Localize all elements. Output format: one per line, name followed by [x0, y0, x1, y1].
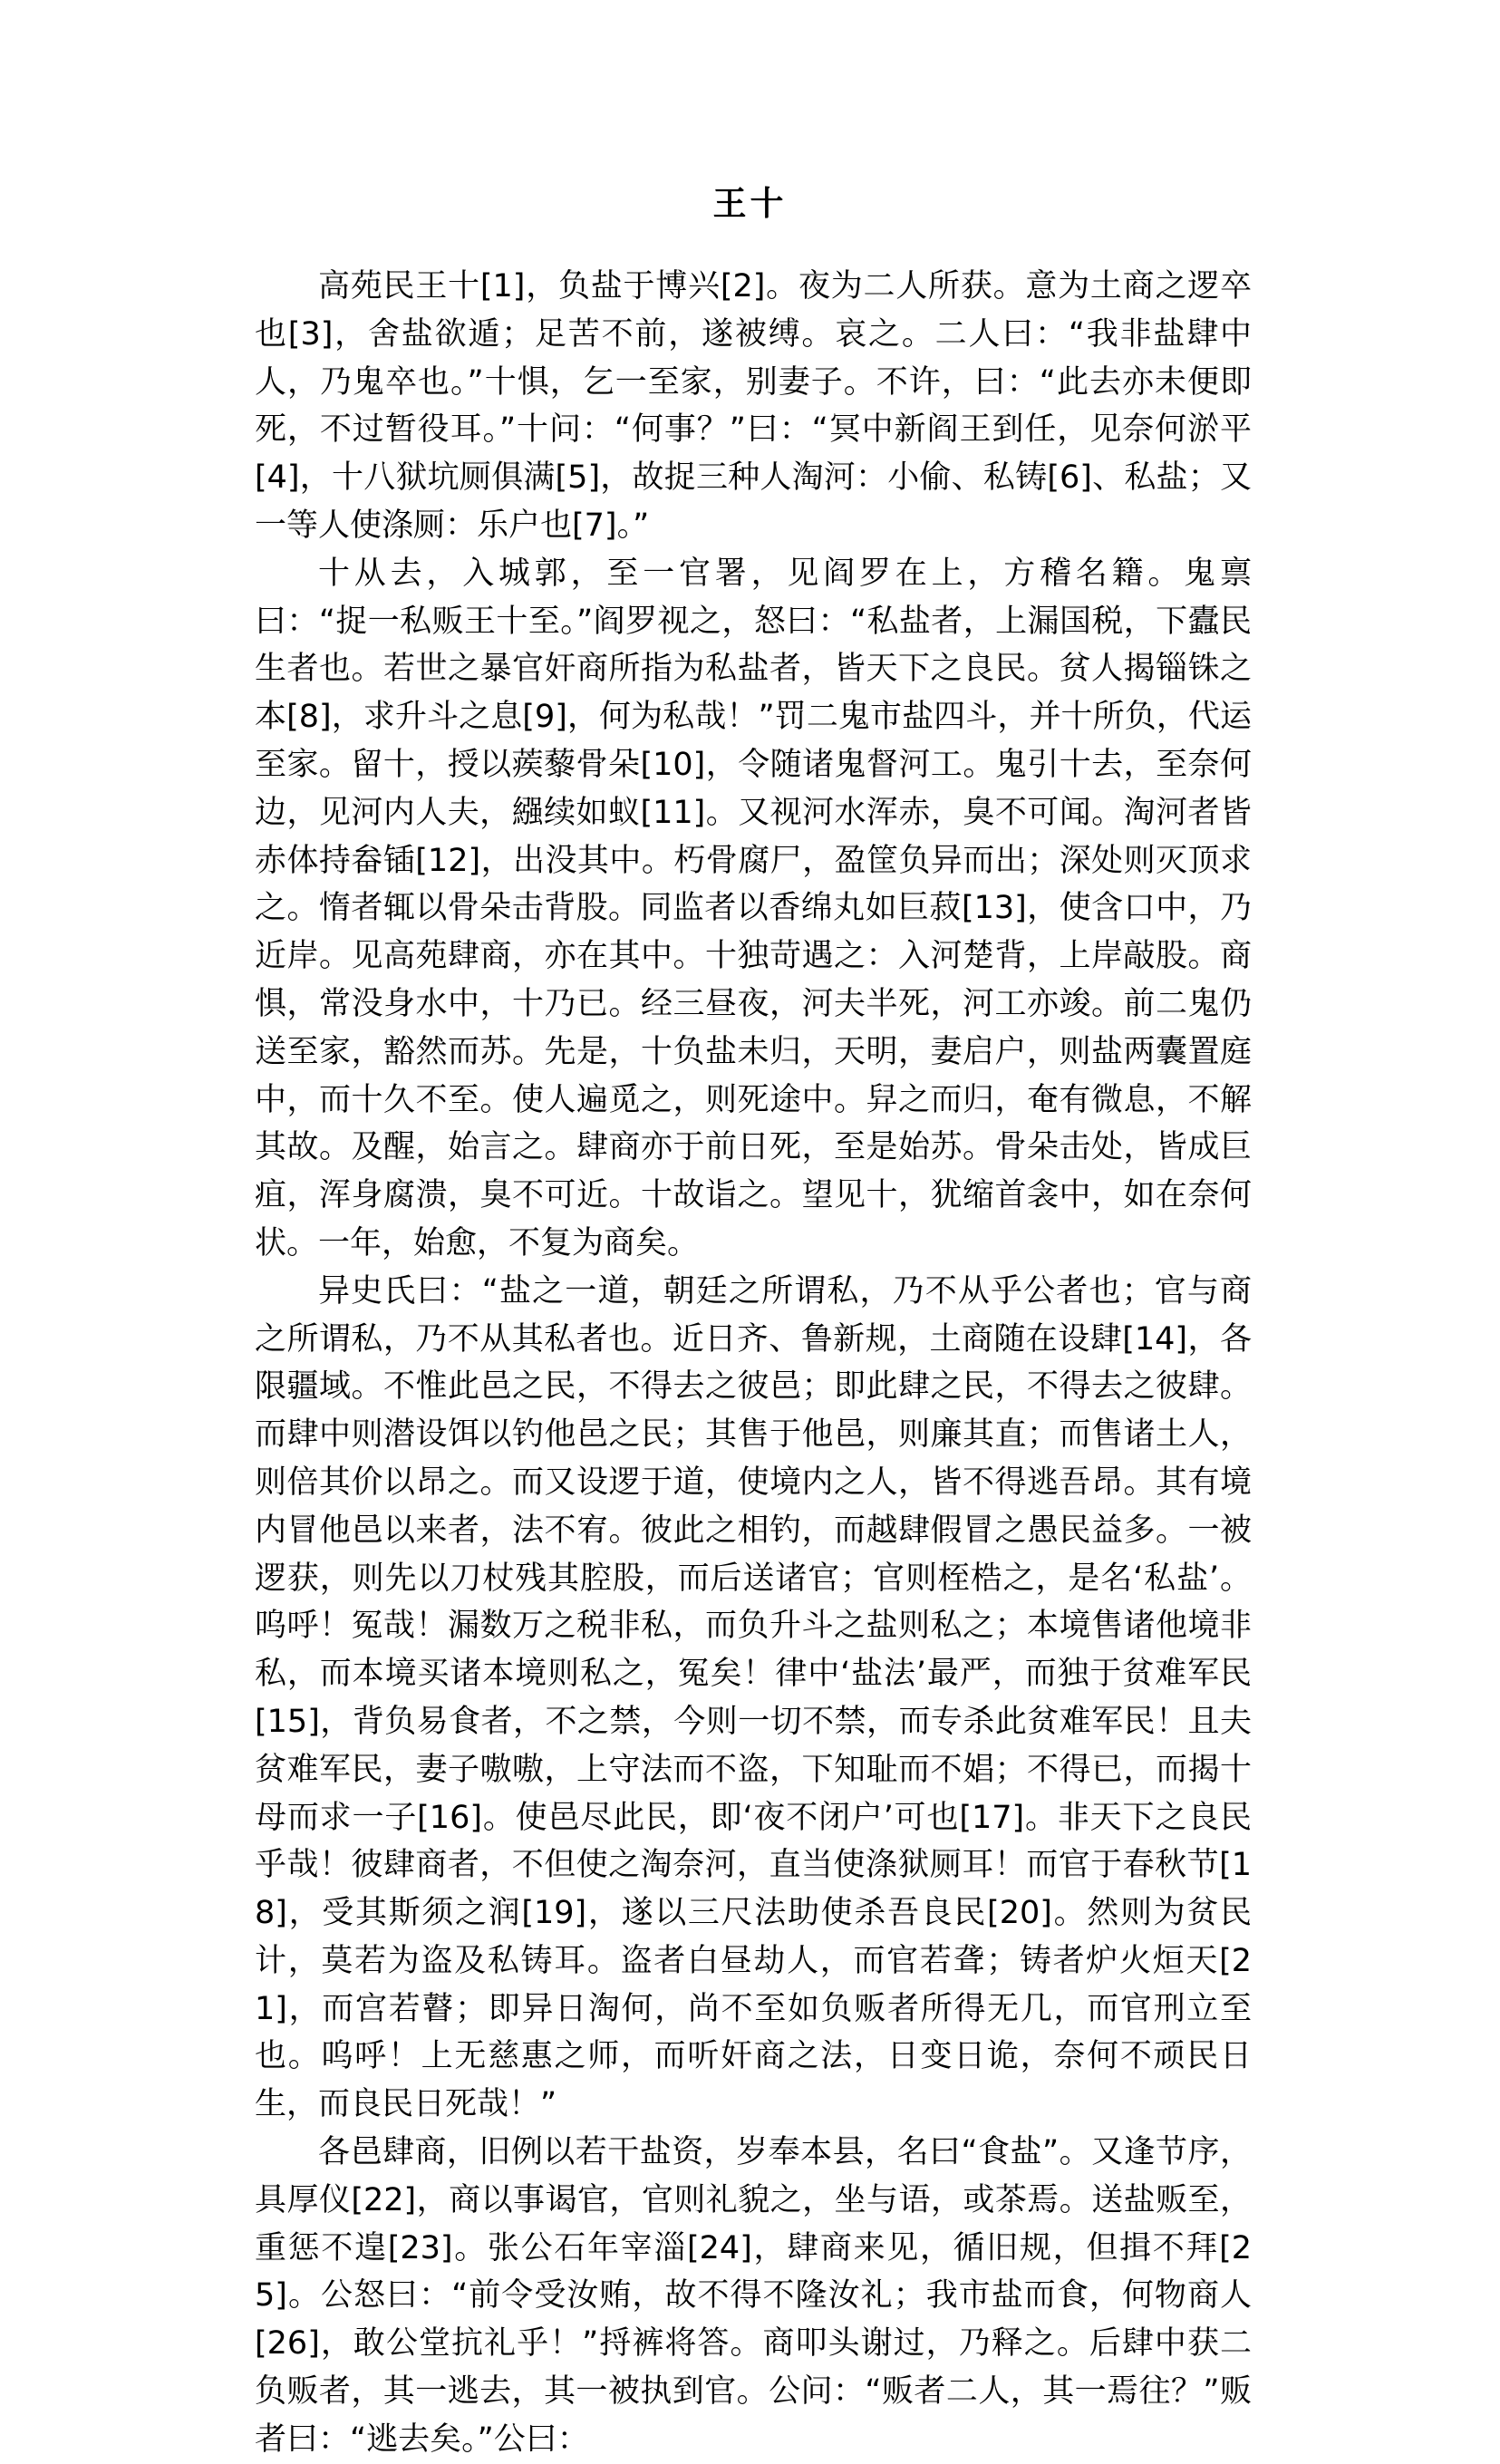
paragraph-1: 高苑民王十[1]，负盐于博兴[2]。夜为二人所获。意为土商之逻卒也[3]，舍盐欲遁；足苦不前，遂被缚。哀之。二人曰：“我非盐肆中人，乃鬼卒也。”十惧，乞一至家，别妻子。不许，曰：“此去亦未便即死，不过暂役耳。”十问：“何事？”曰：“冥中新阎王到任，见奈何淤平[4]，十八狱坑厕俱满[5]，故捉三种人淘河：小偷、私铸[6]、私盐；又一等人使涤厕：乐户也[7]。” — [255, 268, 1252, 544]
paragraph-2: 十从去，入城郭，至一官署，见阎罗在上，方稽名籍。鬼禀曰：“捉一私贩王十至。”阎罗视之，怒曰：“私盐者，上漏国税，下蠹民生者也。若世之暴官奸商所指为私盐者，皆天下之良民。贫人揭锱铢之本[8]，求升斗之息[9]，何为私哉！”罚二鬼市盐四斗，并十所负，代运至家。留十，授以蒺藜骨朵[10]，令随诸鬼督河工。鬼引十去，至奈何边，见河内人夫，繦续如蚁[11]。又视河水浑赤，臭不可闻。淘河者皆赤体持畚锸[12]，出没其中。朽骨腐尸，盈筐负异而出；深处则灭顶求之。惰者辄以骨朵击背股。同监者以香绵丸如巨菽[13]，使含口中，乃近岸。见高苑肆商，亦在其中。十独苛遇之：入河楚背，上岸敲股。商惧，常没身水中，十乃已。经三昼夜，河夫半死，河工亦竣。前二鬼仍送至家，豁然而苏。先是，十负盐未归，天明，妻启户，则盐两囊置庭中，而十久不至。使人遍觅之，则死途中。舁之而归，奄有微息，不解其故。及醒，始言之。肆商亦于前日死，至是始苏。骨朵击处，皆成巨疽，浑身腐溃，臭不可近。十故诣之。望见十，犹缩首衾中，如在奈何状。一年，始愈，不复为商矣。 — [255, 555, 1252, 1261]
paragraph-3: 异史氏曰：“盐之一道，朝廷之所谓私，乃不从乎公者也；官与商之所谓私，乃不从其私者也。近日齐、鲁新规，土商随在设肆[14]，各限疆域。不惟此邑之民，不得去之彼邑；即此肆之民，不得去之彼肆。而肆中则潜设饵以钓他邑之民；其售于他邑，则廉其直；而售诸土人，则倍其价以昂之。而又设逻于道，使境内之人，皆不得逃吾昂。其有境内冒他邑以来者，法不宥。彼此之相钓，而越肆假冒之愚民益多。一被逻获，则先以刀杖残其腔股，而后送诸官；官则桎梏之，是名‘私盐’。呜呼！冤哉！漏数万之税非私，而负升斗之盐则私之；本境售诸他境非私，而本境买诸本境则私之，冤矣！律中‘盐法’最严，而独于贫难军民[15]，背负易食者，不之禁，今则一切不禁，而专杀此贫难军民！且夫贫难军民，妻子嗷嗷，上守法而不盗，下知耻而不娼；不得已，而揭十母而求一子[16]。使邑尽此民，即‘夜不闭户’可也[17]。非天下之良民乎哉！彼肆商者，不但使之淘奈河，直当使涤狱厕耳！而官于春秋节[18]，受其斯须之润[19]，遂以三尺法助使杀吾良民[20]。然则为贫民计，莫若为盗及私铸耳。盗者白昼劫人，而官若聋；铸者炉火烜天[21]，而宫若瞽；即异日淘何，尚不至如负贩者所得无几，而官刑立至也。呜呼！上无慈惠之师，而听奸商之法，日变日诡，奈何不顽民日生，而良民日死哉！” — [255, 1272, 1252, 2123]
page-title: 王十 — [712, 184, 788, 223]
paragraph-4: 各邑肆商，旧例以若干盐资，岁奉本县，名曰“食盐”。又逢节序，具厚仪[22]，商以事谒官，官则礼貌之，坐与语，或茶焉。送盐贩至，重惩不遑[23]。张公石年宰淄[24]，肆商来见，循旧规，但揖不拜[25]。公怒曰：“前令受汝贿，故不得不隆汝礼；我市盐而食，何物商人[26]，敢公堂抗礼乎！”捋裤将答。商叩头谢过，乃释之。后肆中获二负贩者，其一逃去，其一被执到官。公问：“贩者二人，其一焉往？”贩者曰：“逃去矣。”公曰： — [255, 2134, 1252, 2458]
body-text — [255, 263, 1252, 2464]
